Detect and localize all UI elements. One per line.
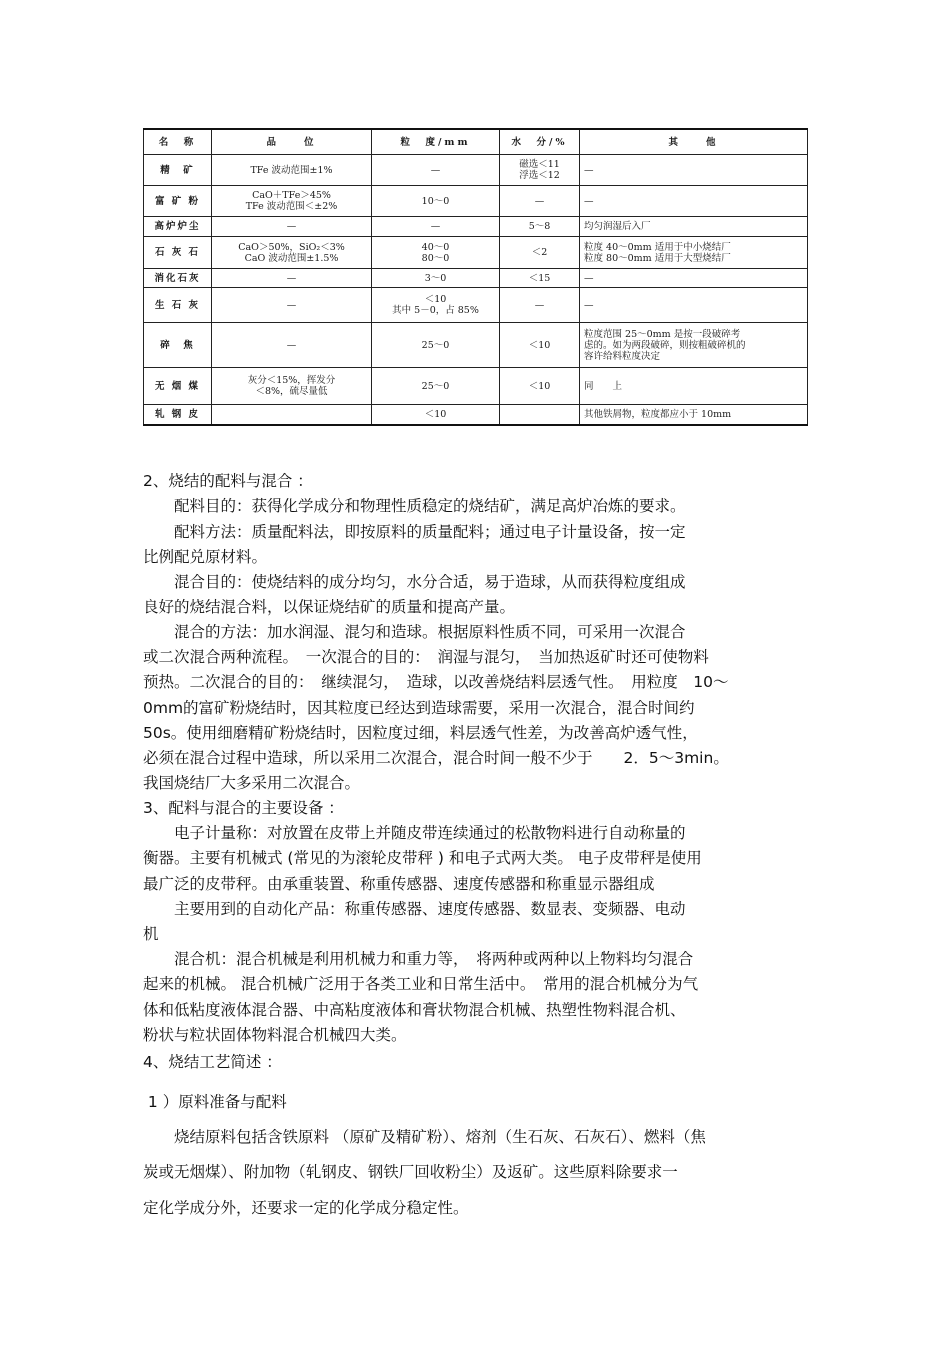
- body-line: 预热。二次混合的目的： 继续混匀， 造球，以改善烧结料层透气性。 用粒度 10～: [143, 673, 729, 691]
- table-row: [144, 217, 808, 237]
- table-row: [144, 288, 808, 323]
- name-cell: 富 矿 粉: [144, 186, 212, 217]
- other-cell: 粒度范围 25～0mm 是按一段破碎考 虑的。如为两段破碎，则按粗破碎机的 容许给料粒度决定: [580, 323, 808, 368]
- name-cell: 轧 钢 皮: [144, 405, 212, 425]
- table-row: [144, 368, 808, 405]
- table-row: [144, 269, 808, 288]
- body-line: 我国烧结厂大多采用二次混合。: [143, 774, 361, 792]
- body-line: 衡器。主要有机械式 (常见的为滚轮皮带秤 ) 和电子式两大类。 电子皮带秤是使用: [143, 849, 702, 867]
- body-line: 4、烧结工艺简述 ：: [143, 1053, 282, 1071]
- header-grade: 品 位: [212, 129, 372, 155]
- particle-size-cell: 25～0: [372, 368, 500, 405]
- body-line: 体和低粘度液体混合器、中高粘度液体和膏状物混合机械、热塑性物料混合机、: [143, 1001, 686, 1019]
- raw-material-table: [143, 128, 808, 426]
- moisture-cell: 磁选＜11 浮选＜12: [500, 155, 580, 186]
- body-line: 烧结原料包括含铁原料 （原矿及精矿粉）、熔剂（生石灰、石灰石）、燃料（焦: [143, 1128, 706, 1146]
- particle-size-cell: 10～0: [372, 186, 500, 217]
- table-row: [144, 155, 808, 186]
- body-line: 比例配兑原材料。: [143, 548, 268, 566]
- moisture-cell: [500, 405, 580, 425]
- grade-cell: CaO＋TFe＞45% TFe 波动范围＜±2%: [212, 186, 372, 217]
- body-line: 定化学成分外，还要求一定的化学成分稳定性。: [143, 1199, 469, 1217]
- other-cell: 均匀润湿后入厂: [580, 217, 808, 237]
- grade-cell: 灰分＜15%，挥发分 ＜8%，硫尽量低: [212, 368, 372, 405]
- grade-cell: —: [212, 323, 372, 368]
- name-cell: 精 矿: [144, 155, 212, 186]
- name-cell: 石 灰 石: [144, 237, 212, 269]
- particle-size-cell: 40～0 80～0: [372, 237, 500, 269]
- body-line: 混合目的：使烧结料的成分均匀，水分合适，易于造球，从而获得粒度组成: [143, 573, 686, 591]
- body-line: 主要用到的自动化产品：称重传感器、速度传感器、数显表、变频器、电动: [143, 900, 686, 918]
- body-line: 电子计量称：对放置在皮带上并随皮带连续通过的松散物料进行自动称量的: [143, 824, 686, 842]
- grade-cell: —: [212, 269, 372, 288]
- header-moisture: 水 分/%: [500, 129, 580, 155]
- moisture-cell: ＜10: [500, 323, 580, 368]
- body-line: 配料目的：获得化学成分和物理性质稳定的烧结矿，满足高炉冶炼的要求。: [143, 497, 686, 515]
- grade-cell: TFe 波动范围±1%: [212, 155, 372, 186]
- body-line: 配料方法：质量配料法，即按原料的质量配料；通过电子计量设备，按一定: [143, 523, 686, 541]
- name-cell: 消化石灰: [144, 269, 212, 288]
- moisture-cell: ＜2: [500, 237, 580, 269]
- body-line: 3、配料与混合的主要设备 ：: [143, 799, 344, 817]
- body-line: 混合机：混合机械是利用机械力和重力等， 将两种或两种以上物料均匀混合: [143, 950, 694, 968]
- moisture-cell: —: [500, 186, 580, 217]
- particle-size-cell: —: [372, 217, 500, 237]
- body-line: 良好的烧结混合料，以保证烧结矿的质量和提高产量。: [143, 598, 516, 616]
- particle-size-cell: —: [372, 155, 500, 186]
- header-name: 名 称: [144, 129, 212, 155]
- grade-cell: CaO＞50%，SiO₂＜3% CaO 波动范围±1.5%: [212, 237, 372, 269]
- body-line: 炭或无烟煤）、附加物（轧钢皮、钢铁厂回收粉尘）及返矿。这些原料除要求一: [143, 1163, 678, 1181]
- header-other: 其 他: [580, 129, 808, 155]
- body-line: 机: [143, 925, 159, 943]
- body-line: 起来的机械。 混合机械广泛用于各类工业和日常生活中。 常用的混合机械分为气: [143, 975, 699, 993]
- other-cell: 粒度 40～0mm 适用于中小烧结厂 粒度 80～0mm 适用于大型烧结厂: [580, 237, 808, 269]
- body-line: 混合的方法：加水润湿、混匀和造球。根据原料性质不同，可采用一次混合: [143, 623, 686, 641]
- table-row: [144, 323, 808, 368]
- particle-size-cell: 25～0: [372, 323, 500, 368]
- body-line: 或二次混合两种流程。 一次混合的目的： 润湿与混匀， 当加热返矿时还可使物料: [143, 648, 709, 666]
- body-line: 1 ）原料准备与配料: [143, 1093, 287, 1111]
- moisture-cell: —: [500, 288, 580, 323]
- grade-cell: [212, 405, 372, 425]
- other-cell: —: [580, 186, 808, 217]
- table-header-row: [144, 129, 808, 155]
- body-line: 0mm的富矿粉烧结时，因其粒度已经达到造球需要，采用一次混合，混合时间约: [143, 699, 695, 717]
- grade-cell: —: [212, 288, 372, 323]
- other-cell: 同 上: [580, 368, 808, 405]
- particle-size-cell: ＜10: [372, 405, 500, 425]
- body-line: 2、烧结的配料与混合 ：: [143, 472, 313, 490]
- body-line: 粉状与粒状固体物料混合机械四大类。: [143, 1026, 407, 1044]
- moisture-cell: ＜15: [500, 269, 580, 288]
- body-line: 最广泛的皮带秤。由承重装置、称重传感器、速度传感器和称重显示器组成: [143, 875, 655, 893]
- other-cell: —: [580, 269, 808, 288]
- particle-size-cell: ＜10 其中 5－0，占 85%: [372, 288, 500, 323]
- name-cell: 高炉炉尘: [144, 217, 212, 237]
- grade-cell: —: [212, 217, 372, 237]
- name-cell: 生 石 灰: [144, 288, 212, 323]
- body-line: 50s。使用细磨精矿粉烧结时，因粒度过细，料层透气性差，为改善高炉透气性，: [143, 724, 698, 742]
- moisture-cell: ＜10: [500, 368, 580, 405]
- moisture-cell: 5～8: [500, 217, 580, 237]
- other-cell: —: [580, 155, 808, 186]
- body-line: 必须在混合过程中造球，所以采用二次混合，混合时间一般不少于 2．5～3min。: [143, 749, 729, 767]
- other-cell: —: [580, 288, 808, 323]
- particle-size-cell: 3～0: [372, 269, 500, 288]
- table-row: [144, 186, 808, 217]
- other-cell: 其他铁屑物，粒度都应小于 10mm: [580, 405, 808, 425]
- name-cell: 无 烟 煤: [144, 368, 212, 405]
- table-row: [144, 405, 808, 425]
- name-cell: 碎 焦: [144, 323, 212, 368]
- header-particle-size: 粒 度/mm: [372, 129, 500, 155]
- table-row: [144, 237, 808, 269]
